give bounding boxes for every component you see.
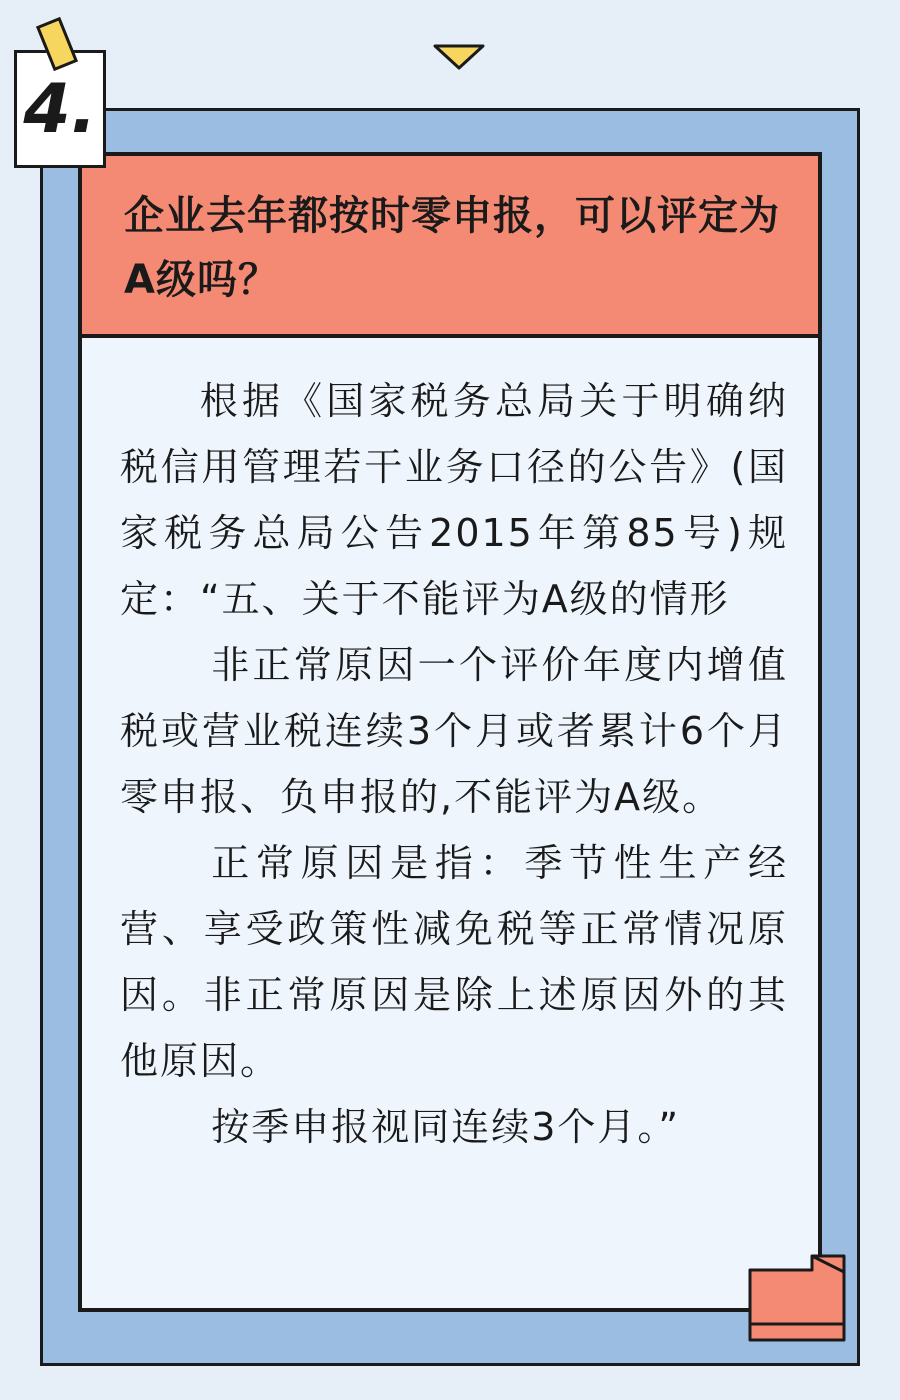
paragraph-1: 根据《国家税务总局关于明确纳税信用管理若干业务口径的公告》(国家税务总局公告2015年第85号)规定：“五、关于不能评为A级的情形 (120, 379, 788, 621)
paragraph-4: 按季申报视同连续3个月。” (211, 1105, 681, 1149)
card-title: 企业去年都按时零申报，可以评定为A级吗？ (124, 193, 780, 303)
content-panel (78, 152, 822, 1312)
paragraph-2: 非正常原因一个评价年度内增值税或营业税连续3个月或者累计6个月零申报、负申报的,不能评为A级。 (120, 643, 788, 819)
triangle-down-icon (433, 44, 485, 70)
folder-icon (748, 1254, 846, 1342)
article-body (120, 368, 788, 1160)
number-badge: 4. (14, 50, 106, 168)
paragraph-3: 正常原因是指：季节性生产经营、享受政策性减免税等正常情况原因。非正常原因是除上述原因外的其他原因。 (120, 841, 788, 1083)
header-band (82, 156, 818, 338)
